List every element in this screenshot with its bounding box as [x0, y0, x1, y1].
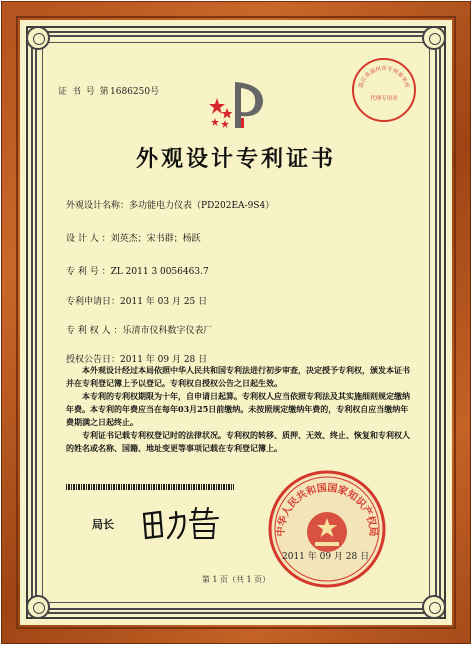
corner-ornament-bottom-left [26, 595, 50, 619]
agency-seal [352, 58, 416, 122]
field-value: 刘英杰；宋书群；杨跃 [110, 234, 201, 244]
barcode [66, 484, 234, 490]
page-footer: 第 1 页（共 1 页） [201, 575, 271, 584]
corner-ornament-top-left [26, 26, 50, 50]
corner-ornament-bottom-right [422, 595, 446, 619]
field-patentee [66, 323, 212, 336]
agency-seal-text: 浙江省温州市专利事务所 [358, 66, 410, 89]
body-paragraph: 本外观设计经过本局依照中华人民共和国专利法进行初步审查，决定授予专利权，颁发本证书并在专利登记簿上予以登记。专利权自授权公告之日起生效。 [66, 365, 410, 388]
field-label: 专利申请日： [66, 297, 121, 307]
field-value: 2011 年 09 月 28 日 [120, 355, 208, 365]
field-designers [66, 231, 201, 244]
field-value: 多功能电力仪表（PD202EA-9S4） [129, 201, 275, 211]
certificate-body [66, 364, 412, 455]
field-patent-number [66, 264, 209, 277]
certificate-title: 外观设计专利证书 [135, 146, 336, 172]
field-label: 授权公告日： [66, 355, 121, 365]
field-application-date [66, 294, 207, 307]
corner-ornament-top-right [422, 26, 446, 50]
agency-seal-subtext: 代理专用章 [370, 96, 398, 102]
field-label: 专 利 权 人 ： [66, 326, 123, 336]
body-paragraph: 本专利的专利权期限为十年，自申请日起算。专利权人应当依照专利法及其实施细则规定缴纳年费。本专利的年费应当在每年03月25日前缴纳。未按照规定缴纳年费的，专利权自应当缴纳年费期满之日起终止。 [66, 391, 410, 427]
state-ip-office-seal [266, 468, 388, 590]
field-value: 2011 年 03 月 25 日 [120, 297, 208, 307]
field-label: 外观设计名称： [66, 201, 130, 211]
field-label: 设 计 人 ： [66, 234, 111, 244]
body-paragraph: 专利证书记载专利权登记时的法律状况。专利权的转移、质押、无效、终止、恢复和专利权人的姓名或名称、国籍、地址变更等事项记载在专利登记簿上。 [66, 430, 410, 453]
director-label: 局长 [92, 518, 114, 531]
field-label: 专 利 号 ： [66, 267, 111, 277]
field-value: ZL 2011 3 0056463.7 [110, 267, 209, 277]
field-value: 乐清市仪科数字仪表厂 [122, 326, 213, 336]
field-design-name [66, 198, 274, 211]
svg-text:浙江省温州市专利事务所 [356, 64, 411, 89]
state-seal-text: 中华人民共和国国家知识产权局 [275, 482, 379, 537]
issue-date-stamp: 2011 年 09 月 28 日 [282, 552, 370, 562]
certificate-number-value: 1686250号 [110, 87, 160, 97]
patent-office-logo-icon [205, 78, 269, 132]
director-signature [138, 504, 228, 544]
certificate-number-label: 证 书 号 第 [58, 87, 110, 97]
